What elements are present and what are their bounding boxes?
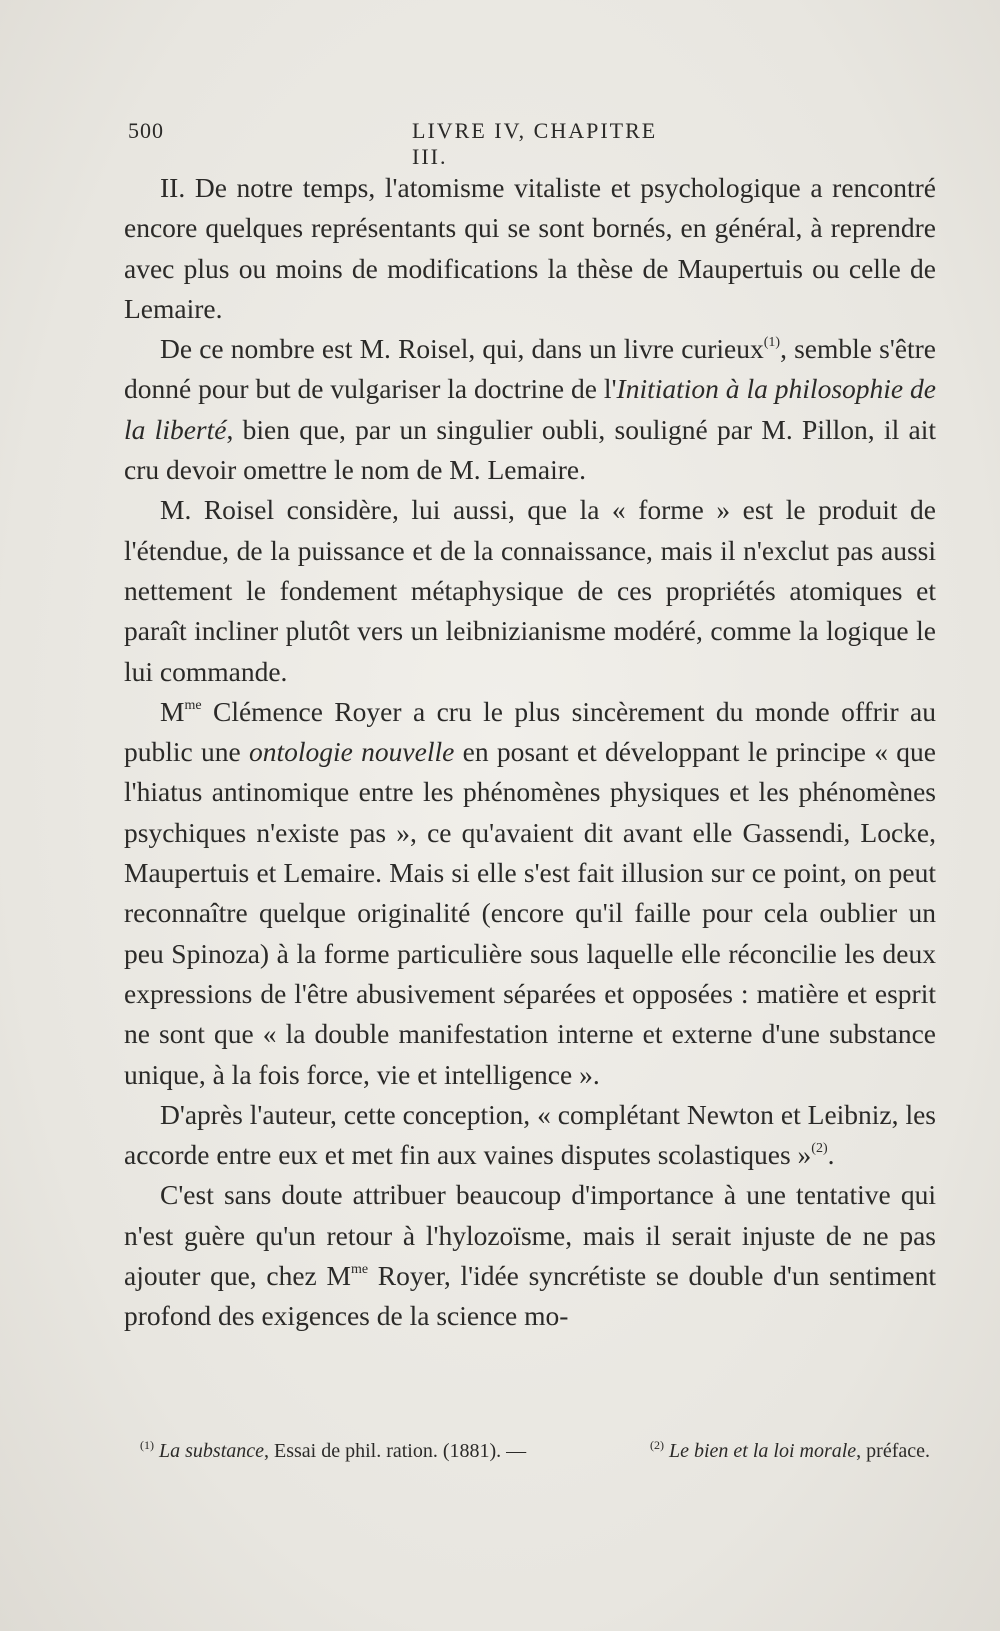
footnote-1-title: La substance [159,1440,264,1462]
paragraph-2 [124,329,936,490]
paragraph-4-text-b: en posant et développant le principe « que l'hiatus antinomique entre les phénomènes physiques et les phénomènes psychiques n'existe pas », ce qu'avaient dit avant elle Gassendi, Locke, Maupertuis et Lemaire. Mais si elle s'est fait illusion sur ce point, on peut reconnaître quelque originalité (encore qu'il faille pour cela oublier un peu Spinoza) à la forme particulière sous laquelle elle réconcilie les deux expressions de l'être abusivement séparées et opposées : matière et esprit ne sont que « la double manifestation interne et externe d'une substance unique, à la fois force, vie et intelligence ». [124,736,936,1090]
paragraph-4-m: M [160,695,185,727]
page-number: 500 [128,118,164,143]
paragraph-4-text-a: Clémence Royer a cru le plus sincèrement du monde offrir au public une [124,695,936,768]
footnote-2-title: Le bien et la loi morale [668,1440,857,1462]
footnote-1-text: , Essai de phil. ration. (1881). — [264,1440,527,1462]
book-title-italic: Initiation à la philosophie de la liberté [124,373,936,445]
paragraph-3 [124,490,936,691]
ontologie-italic: ontologie nouvelle [249,736,455,768]
paragraph-1 [124,168,936,329]
running-title: LIVRE IV, CHAPITRE III. [412,118,658,169]
paragraph-4 [124,692,936,1095]
footnote-2-marker: (2) [649,1438,664,1452]
footnote-1 [140,1440,526,1463]
footnote-ref-2[interactable]: (2) [811,1141,828,1157]
paragraph-5-text-a: D'après l'auteur, cette conception, « complétant Newton et Leibniz, les accorde entre eux et met fin aux vaines disputes scolastiques » [124,1098,936,1171]
paragraph-5-text-b: . [827,1139,835,1171]
paragraph-1-text: II. De notre temps, l'atomisme vitaliste et psychologique a rencontré encore quelques représentants qui se sont bornés, en général, à reprendre avec plus ou moins de modifications la thèse de Maupertuis ou celle de Lemaire. [124,172,936,324]
paragraph-6-text-b: Royer, l'idée syncrétiste se double d'un sentiment profond des exigences de la science mo- [124,1260,936,1332]
footnote-2-text: , préface. [856,1440,930,1462]
paragraph-6 [124,1175,936,1336]
running-header [128,118,668,169]
superscript-me: me [184,697,202,713]
main-text [124,168,936,1337]
footnote-1-marker: (1) [140,1438,154,1452]
paragraph-6-text-a: C'est sans doute attribuer beaucoup d'importance à une tentative qui n'est guère qu'un retour à l'hylozoïsme, mais il serait injuste de ne pas ajouter que, chez M [124,1179,936,1292]
paragraph-2-text-b: , semble s'être donné pour but de vulgariser la doctrine de l' [124,333,936,405]
footnotes [140,1440,930,1463]
paragraph-3-text: M. Roisel considère, lui aussi, que la « forme » est le produit de l'étendue, de la puissance et de la connaissance, mais il n'exclut pas aussi nettement le fondement métaphysique de ces propriétés atomiques et paraît incliner plutôt vers un leibnizianisme modéré, comme la logique le lui commande. [124,494,936,687]
paragraph-2-text-c: , bien que, par un singulier oubli, souligné par M. Pillon, il ait cru devoir omettre le nom de M. Lemaire. [124,413,936,486]
footnote-2 [650,1440,930,1463]
paragraph-2-text-a: De ce nombre est M. Roisel, qui, dans un livre curieux [160,333,764,365]
footnote-ref-1[interactable]: (1) [763,335,781,351]
superscript-me-2: me [350,1262,369,1278]
paragraph-5 [124,1095,936,1176]
